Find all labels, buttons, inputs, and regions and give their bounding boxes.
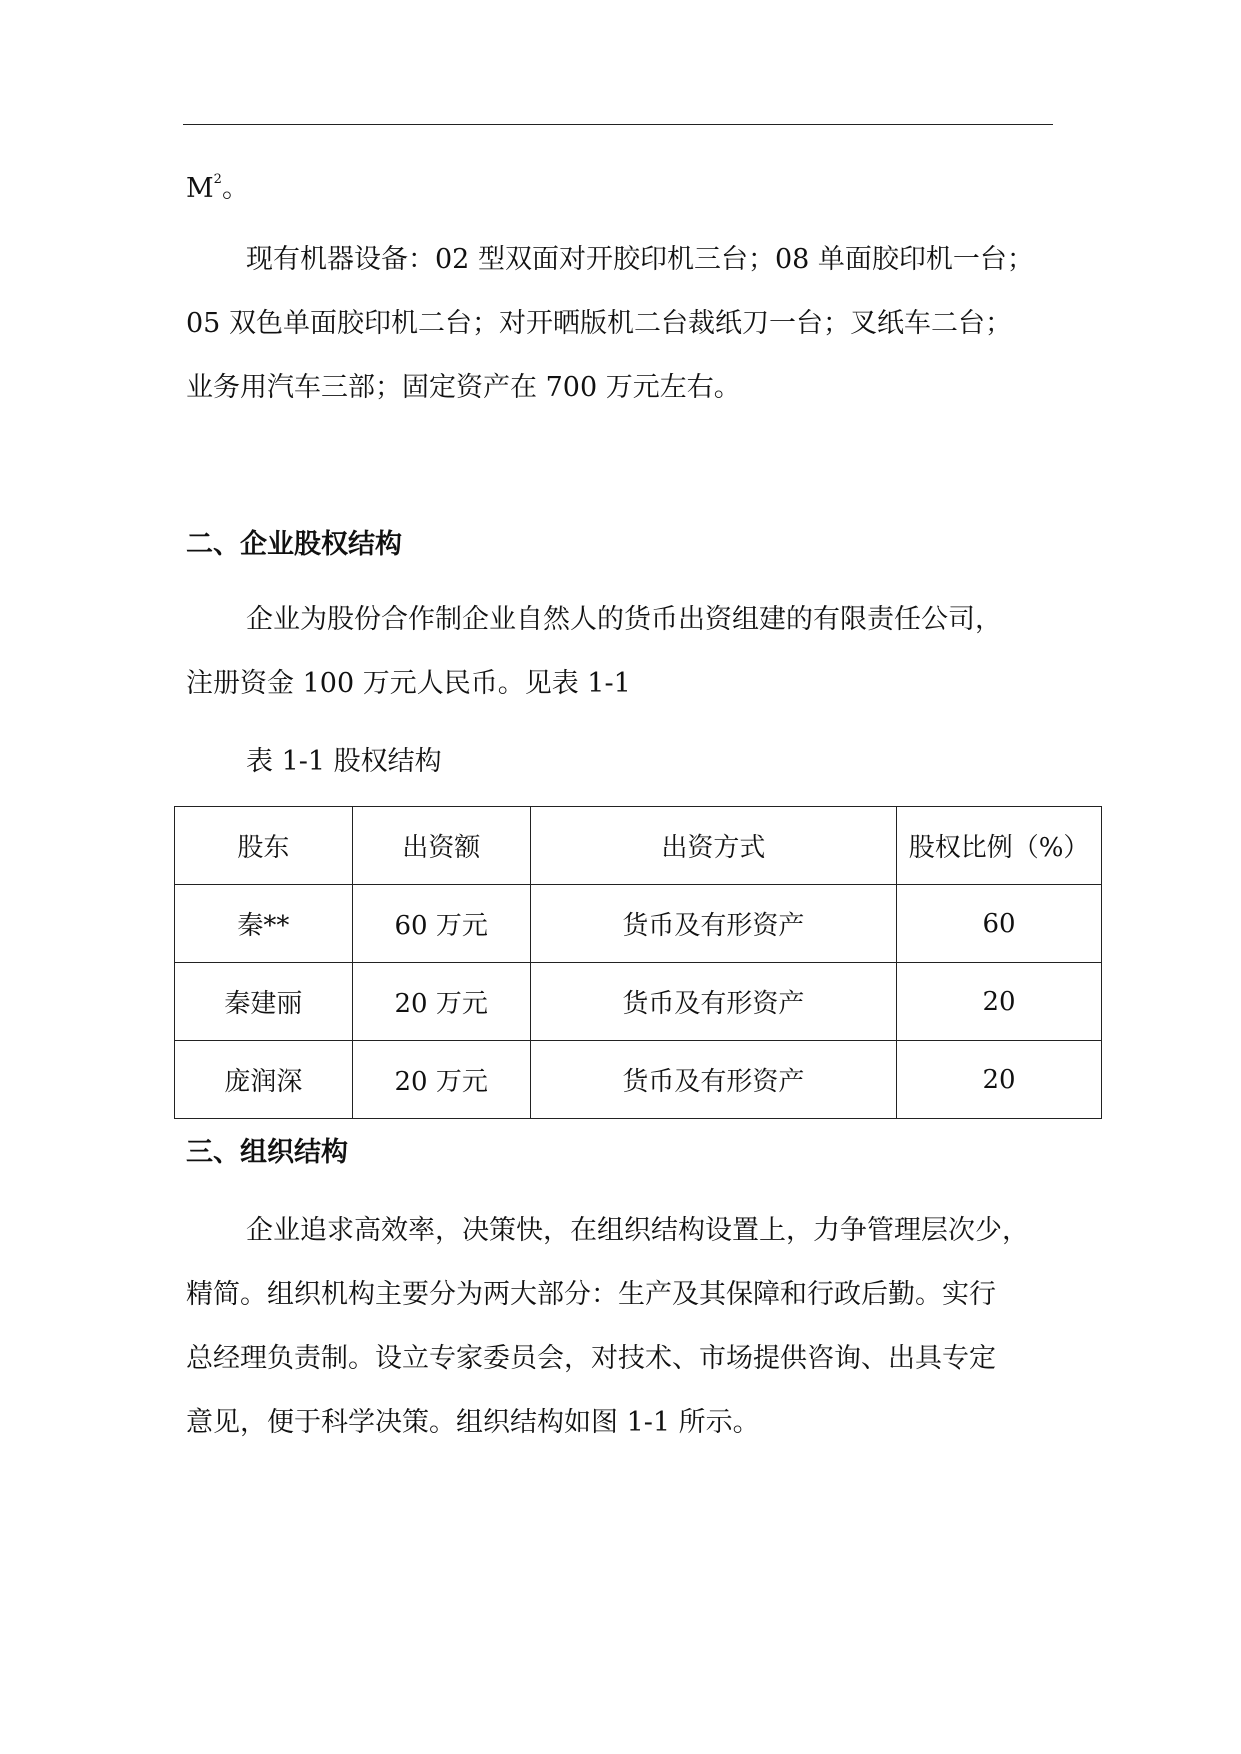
equipment-line-3: 业务用汽车三部；固定资产在 700 万元左右。 xyxy=(186,372,741,403)
equity-table xyxy=(174,806,1102,1119)
cell-contribution: 20 万元 xyxy=(352,1041,530,1119)
header-equity-ratio: 股权比例（%） xyxy=(897,807,1102,885)
cell-method: 货币及有形资产 xyxy=(530,963,897,1041)
cell-ratio: 20 xyxy=(897,963,1102,1041)
cell-shareholder: 庞润深 xyxy=(175,1041,353,1119)
header-rule xyxy=(183,124,1053,125)
table-row xyxy=(175,963,1102,1041)
cell-ratio: 20 xyxy=(897,1041,1102,1119)
table-row xyxy=(175,885,1102,963)
table-header-row xyxy=(175,807,1102,885)
section-heading-organization: 三、组织结构 xyxy=(186,1137,348,1168)
cell-shareholder: 秦** xyxy=(175,885,353,963)
header-contribution-method: 出资方式 xyxy=(530,807,897,885)
cell-ratio: 60 xyxy=(897,885,1102,963)
cell-shareholder: 秦建丽 xyxy=(175,963,353,1041)
equipment-line-2: 05 双色单面胶印机二台；对开晒版机二台裁纸刀一台；叉纸车二台； xyxy=(186,308,1012,339)
header-shareholder: 股东 xyxy=(175,807,353,885)
org-para-line-3: 总经理负责制。设立专家委员会，对技术、市场提供咨询、出具专定 xyxy=(186,1343,996,1374)
equipment-line-1: 现有机器设备：02 型双面对开胶印机三台；08 单面胶印机一台； xyxy=(246,244,1034,275)
equity-para-line-1: 企业为股份合作制企业自然人的货币出资组建的有限责任公司， xyxy=(246,604,1002,635)
table-row xyxy=(175,1041,1102,1119)
org-para-line-2: 精简。组织机构主要分为两大部分：生产及其保障和行政后勤。实行 xyxy=(186,1279,996,1310)
cell-contribution: 20 万元 xyxy=(352,963,530,1041)
equity-para-line-2: 注册资金 100 万元人民币。见表 1-1 xyxy=(186,668,631,699)
cell-contribution: 60 万元 xyxy=(352,885,530,963)
org-para-line-4: 意见，便于科学决策。组织结构如图 1-1 所示。 xyxy=(186,1407,760,1438)
cell-method: 货币及有形资产 xyxy=(530,1041,897,1119)
table-caption: 表 1-1 股权结构 xyxy=(246,746,442,777)
org-para-line-1: 企业追求高效率，决策快，在组织结构设置上，力争管理层次少， xyxy=(246,1215,1029,1246)
header-contribution: 出资额 xyxy=(352,807,530,885)
area-unit-fragment: $M^2$。 xyxy=(186,172,249,204)
cell-method: 货币及有形资产 xyxy=(530,885,897,963)
section-heading-equity: 二、企业股权结构 xyxy=(186,529,402,560)
